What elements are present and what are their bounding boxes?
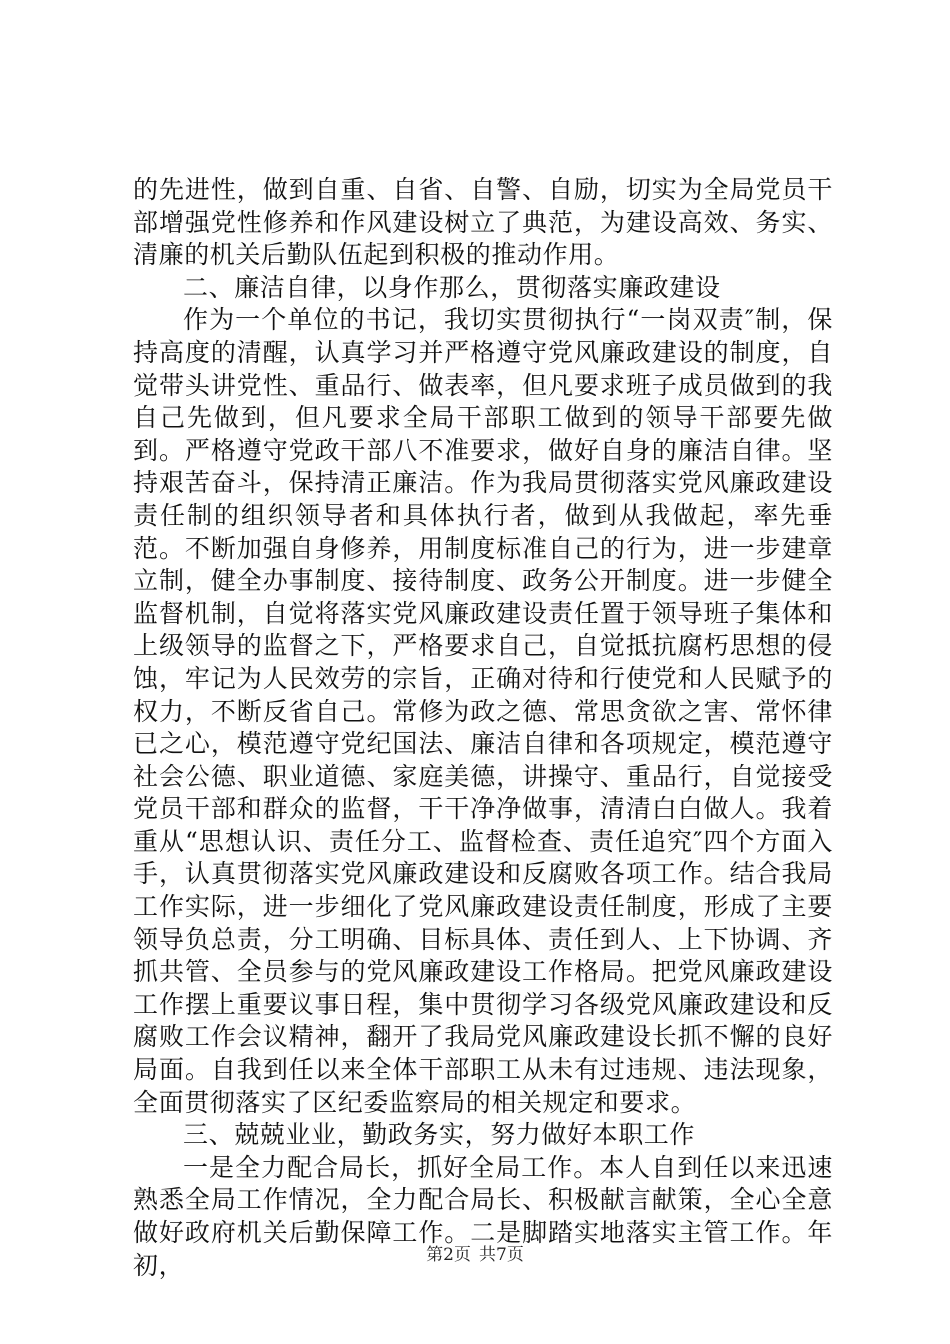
document-body (133, 174, 833, 1282)
page-total: 共7页 (479, 1245, 524, 1265)
paragraph-duties: 一是全力配合局长，抓好全局工作。本人自到任以来迅速熟悉全局工作情况，全力配合局长、积极献言献策，全心全意做好政府机关后勤保障工作。二是脚踏实地落实主管工作。年初， (133, 1152, 833, 1280)
section-heading-3: 三、兢兢业业，勤政务实，努力做好本职工作 (183, 1120, 696, 1150)
page-footer (0, 1244, 950, 1266)
paragraph-integrity: 作为一个单位的书记，我切实贯彻执行“一岗双责″制，保持高度的清醒，认真学习并严格遵守党风廉政建设的制度，自觉带头讲党性、重品行、做表率，但凡要求班子成员做到的我自己先做到，但凡要求全局干部职工做到的领导干部要先做到。严格遵守党政干部八不准要求，做好自身的廉洁自律。坚持艰苦奋斗，保持清正廉洁。作为我局贯彻落实党风廉政建设责任制的组织领导者和具体执行者，做到从我做起，率先垂范。不断加强自身修养，用制度标准自己的行为，进一步建章立制，健全办事制度、接待制度、政务公开制度。进一步健全监督机制，自觉将落实党风廉政建设责任置于领导班子集体和上级领导的监督之下，严格要求自己，自觉抵抗腐朽思想的侵蚀，牢记为人民效劳的宗旨，正确对待和行使党和人民赋予的权力，不断反省自己。常修为政之德、常思贪欲之害、常怀律已之心，模范遵守党纪国法、廉洁自律和各项规定，模范遵守社会公德、职业道德、家庭美德，讲操守、重品行，自觉接受党员干部和群众的监督，干干净净做事，清清白白做人。我着重从“思想认识、责任分工、监督检查、责任追究″四个方面入手，认真贯彻落实党风廉政建设和反腐败各项工作。结合我局工作实际，进一步细化了党风廉政建设责任制度，形成了主要领导负总责，分工明确、目标具体、责任到人、上下协调、齐抓共管、全员参与的党风廉政建设工作格局。把党风廉政建设工作摆上重要议事日程，集中贯彻学习各级党风廉政建设和反腐败工作会议精神，翻开了我局党风廉政建设长抓不懈的良好局面。自我到任以来全体干部职工从未有过违规、违法现象，全面贯彻落实了区纪委监察局的相关规定和要求。 (133, 305, 833, 1117)
page-number: 第2页 (426, 1245, 471, 1265)
section-heading-2: 二、廉洁自律，以身作那么，贯彻落实廉政建设 (183, 272, 721, 302)
paragraph-continuation: 的先进性，做到自重、自省、自警、自励，切实为全局党员干部增强党性修养和作风建设树立了典范，为建设高效、务实、清廉的机关后勤队伍起到积极的推动作用。 (133, 175, 833, 270)
